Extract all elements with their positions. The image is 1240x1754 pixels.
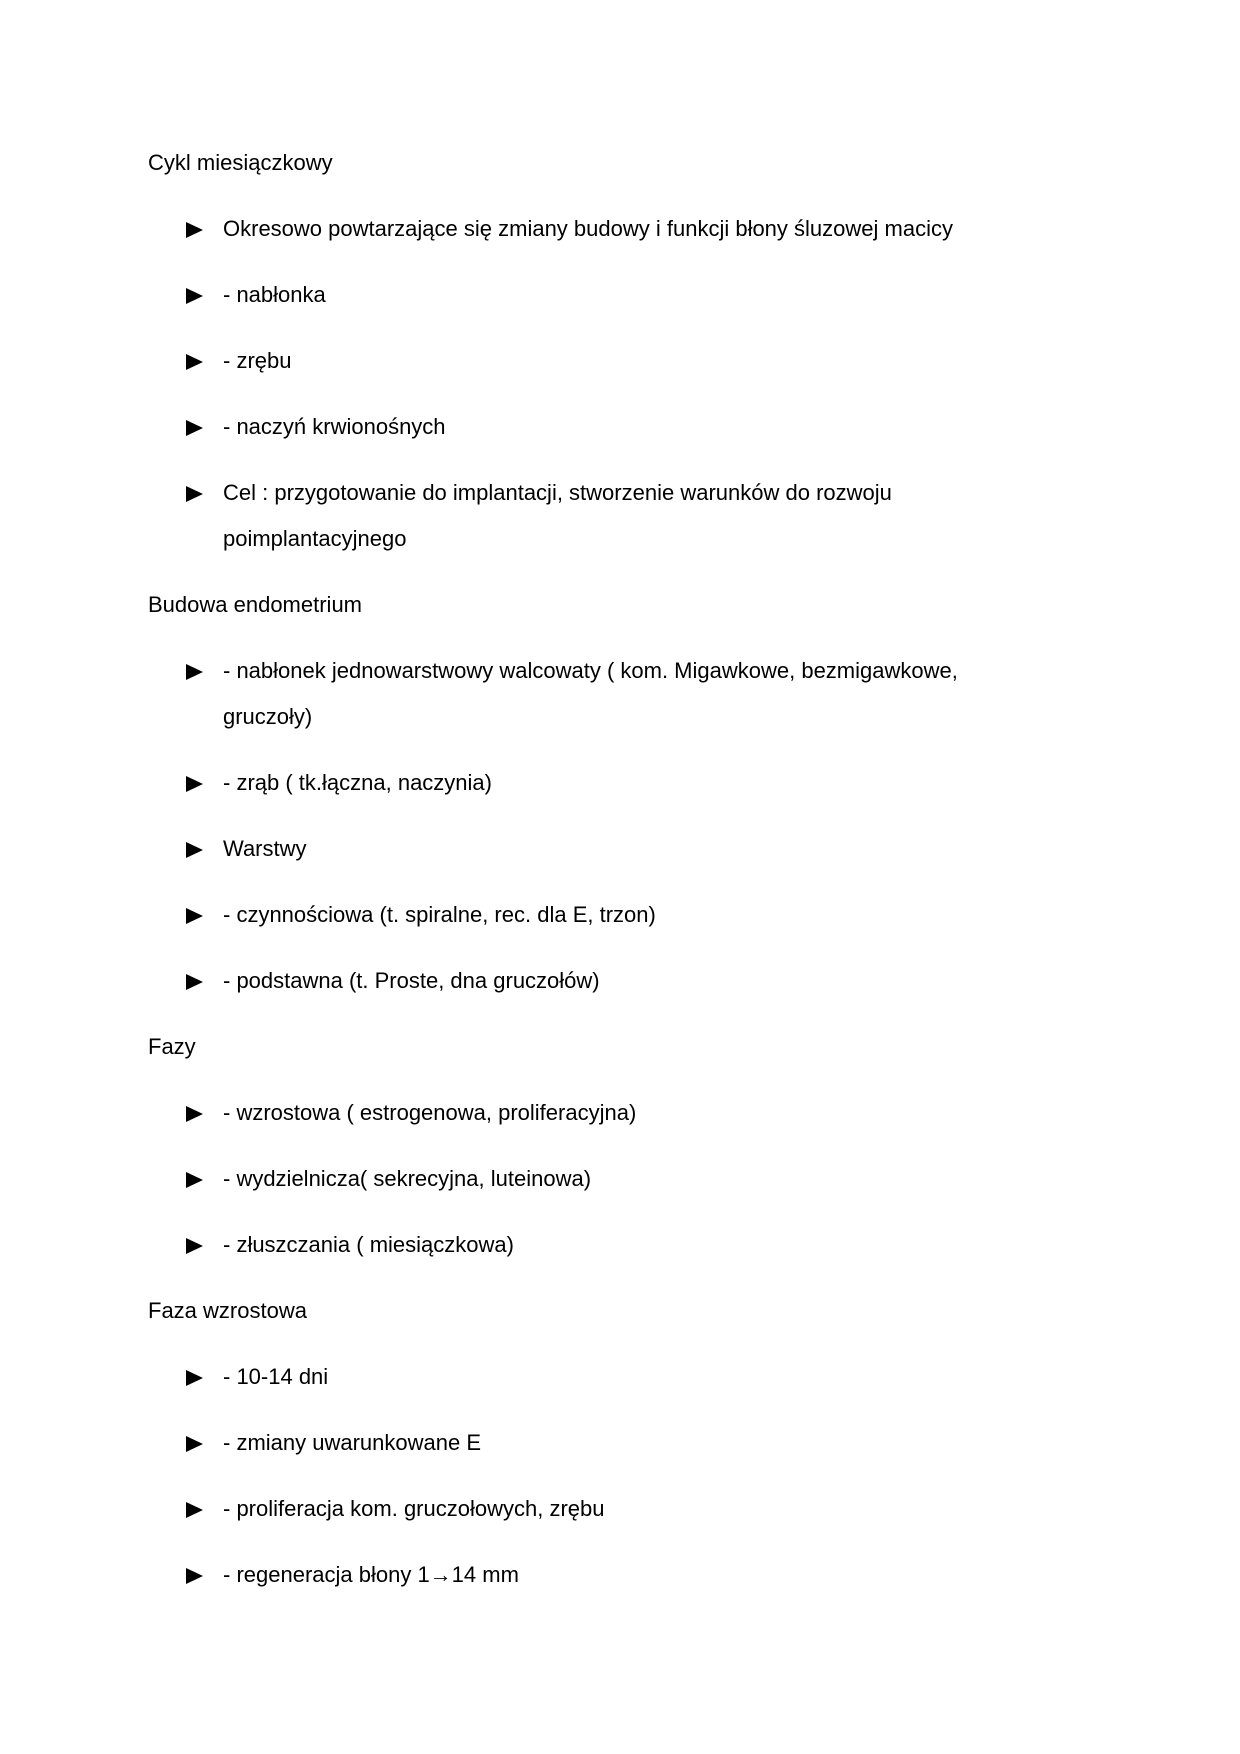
section-budowa-endometrium (148, 582, 1048, 1004)
bullet-item (148, 1486, 1048, 1532)
section-faza-wzrostowa (148, 1288, 1048, 1598)
bullet-list (148, 206, 1048, 562)
triangle-bullet-icon (186, 486, 203, 502)
bullet-item (148, 338, 1048, 384)
bullet-text: - wzrostowa ( estrogenowa, proliferacyjna) (223, 1100, 637, 1125)
triangle-bullet-icon (186, 1502, 203, 1518)
bullet-text: - zrąb ( tk.łączna, naczynia) (223, 770, 492, 795)
bullet-text: Cel : przygotowanie do implantacji, stworzenie warunków do rozwoju poimplantacyjnego (223, 480, 892, 551)
triangle-bullet-icon (186, 1370, 203, 1386)
bullet-text: - nabłonek jednowarstwowy walcowaty ( kom. Migawkowe, bezmigawkowe, gruczoły) (223, 658, 958, 729)
triangle-bullet-icon (186, 842, 203, 858)
section-cykl-miesiaczkowy (148, 140, 1048, 562)
section-fazy (148, 1024, 1048, 1268)
bullet-list (148, 1354, 1048, 1598)
bullet-item (148, 470, 1048, 562)
triangle-bullet-icon (186, 974, 203, 990)
bullet-item (148, 1156, 1048, 1202)
bullet-text: - 10-14 dni (223, 1364, 329, 1389)
bullet-item (148, 648, 1048, 740)
bullet-item (148, 760, 1048, 806)
triangle-bullet-icon (186, 664, 203, 680)
triangle-bullet-icon (186, 354, 203, 370)
bullet-item (148, 1354, 1048, 1400)
bullet-item (148, 206, 1048, 252)
triangle-bullet-icon (186, 776, 203, 792)
triangle-bullet-icon (186, 1238, 203, 1254)
bullet-item (148, 404, 1048, 450)
bullet-text: - podstawna (t. Proste, dna gruczołów) (223, 968, 600, 993)
bullet-text: - zrębu (223, 348, 292, 373)
bullet-item (148, 1552, 1048, 1598)
triangle-bullet-icon (186, 1436, 203, 1452)
bullet-text: Warstwy (223, 836, 307, 861)
triangle-bullet-icon (186, 908, 203, 924)
triangle-bullet-icon (186, 222, 203, 238)
bullet-text: - proliferacja kom. gruczołowych, zrębu (223, 1496, 605, 1521)
document-content (148, 140, 1048, 1618)
triangle-bullet-icon (186, 1172, 203, 1188)
bullet-text: Okresowo powtarzające się zmiany budowy i funkcji błony śluzowej macicy (223, 216, 953, 241)
section-heading: Budowa endometrium (148, 592, 363, 617)
bullet-text: - regeneracja błony 1→14 mm (223, 1562, 519, 1587)
bullet-item (148, 892, 1048, 938)
triangle-bullet-icon (186, 420, 203, 436)
bullet-item (148, 1222, 1048, 1268)
bullet-list (148, 648, 1048, 1004)
section-heading: Faza wzrostowa (148, 1298, 307, 1323)
bullet-item (148, 1090, 1048, 1136)
bullet-text: - złuszczania ( miesiączkowa) (223, 1232, 514, 1257)
bullet-item (148, 1420, 1048, 1466)
bullet-item (148, 272, 1048, 318)
bullet-text: - czynnościowa (t. spiralne, rec. dla E, trzon) (223, 902, 656, 927)
bullet-text: - wydzielnicza( sekrecyjna, luteinowa) (223, 1166, 592, 1191)
triangle-bullet-icon (186, 288, 203, 304)
triangle-bullet-icon (186, 1568, 203, 1584)
bullet-list (148, 1090, 1048, 1268)
triangle-bullet-icon (186, 1106, 203, 1122)
bullet-item (148, 958, 1048, 1004)
bullet-text: - zmiany uwarunkowane E (223, 1430, 482, 1455)
section-heading: Fazy (148, 1034, 196, 1059)
bullet-text: - nabłonka (223, 282, 326, 307)
bullet-item (148, 826, 1048, 872)
section-heading: Cykl miesiączkowy (148, 150, 333, 175)
bullet-text: - naczyń krwionośnych (223, 414, 446, 439)
